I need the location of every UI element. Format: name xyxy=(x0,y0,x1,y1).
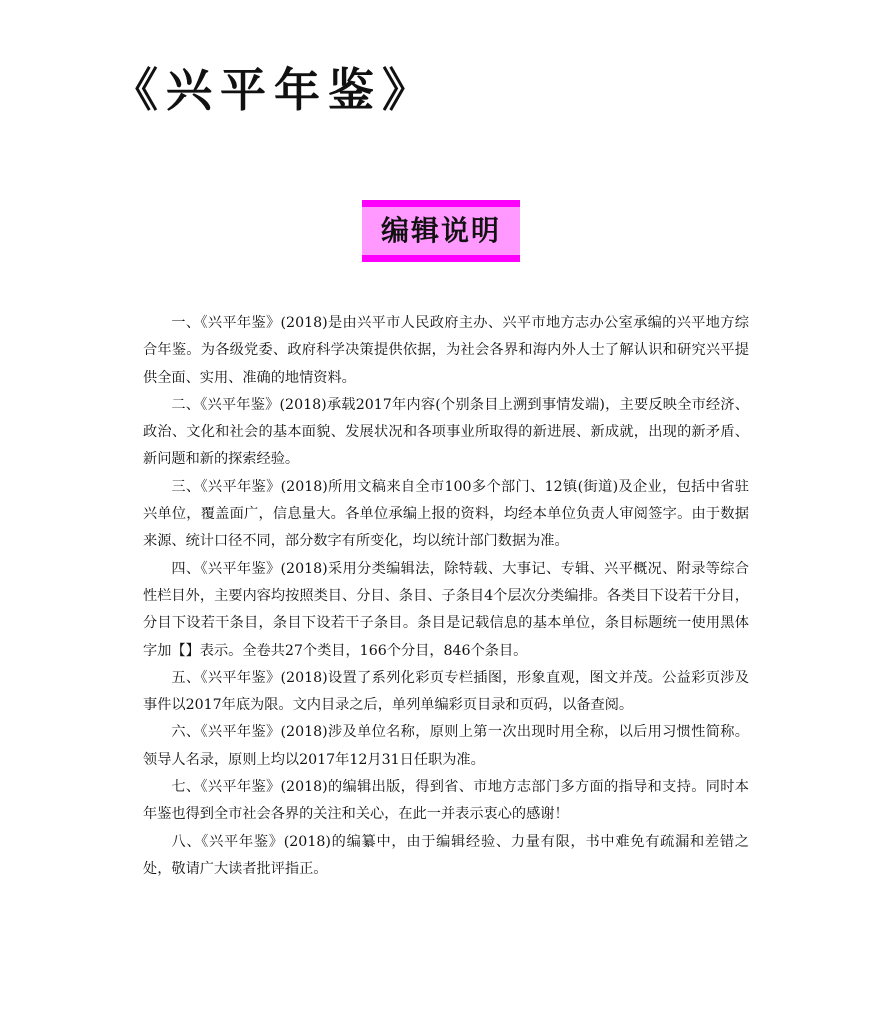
book-title: 《兴平年鉴》 xyxy=(112,63,436,117)
section-heading-box xyxy=(362,200,520,262)
note-paragraph-2: 二、《兴平年鉴》(2018)承载2017年内容(个别条目上溯到事情发端)，主要反映全市经济、政治、文化和社会的基本面貌、发展状况和各项事业所取得的新进展、新成就，出现的新矛盾、新问题和新的探索经验。 xyxy=(143,396,749,468)
note-paragraph-1: 一、《兴平年鉴》(2018)是由兴平市人民政府主办、兴平市地方志办公室承编的兴平地方综合年鉴。为各级党委、政府科学决策提供依据，为社会各界和海内外人士了解认识和研究兴平提供全面、实用、准确的地情资料。 xyxy=(143,315,749,386)
note-paragraph-6: 六、《兴平年鉴》(2018)涉及单位名称，原则上第一次出现时用全称，以后用习惯性简称。领导人名录，原则上均以2017年12月31日任职为准。 xyxy=(143,724,749,768)
note-paragraph-8: 八、《兴平年鉴》(2018)的编纂中，由于编辑经验、力量有限，书中难免有疏漏和差错之处，敬请广大读者批评指正。 xyxy=(143,833,749,877)
note-paragraph-7: 七、《兴平年鉴》(2018)的编辑出版，得到省、市地方志部门多方面的指导和支持。同时本年鉴也得到全市社会各界的关注和关心，在此一并表示衷心的感谢！ xyxy=(143,779,749,823)
section-heading: 编辑说明 xyxy=(380,214,501,247)
note-paragraph-5: 五、《兴平年鉴》(2018)设置了系列化彩页专栏插图，形象直观，图文并茂。公益彩页涉及事件以2017年底为限。文内目录之后，单列单编彩页目录和页码，以备查阅。 xyxy=(143,669,749,714)
note-paragraph-4: 四、《兴平年鉴》(2018)采用分类编辑法，除特载、大事记、专辑、兴平概况、附录等综合性栏目外，主要内容均按照类目、分目、条目、子条目4个层次分类编排。各类目下设若干分目，分目下设若干条目，条目下设若干子条目。条目是记载信息的基本单位，条目标题统一使用黑体字加【】表示。全卷共27个类目，166个分目，846个条目。 xyxy=(143,560,749,659)
editorial-notes-body xyxy=(143,310,749,883)
note-paragraph-3: 三、《兴平年鉴》(2018)所用文稿来自全市100多个部门、12镇(街道)及企业，包括中省驻兴单位，覆盖面广，信息量大。各单位承编上报的资料，均经本单位负责人审阅签字。由于数据来源、统计口径不同，部分数字有所变化，均以统计部门数据为准。 xyxy=(143,478,749,550)
